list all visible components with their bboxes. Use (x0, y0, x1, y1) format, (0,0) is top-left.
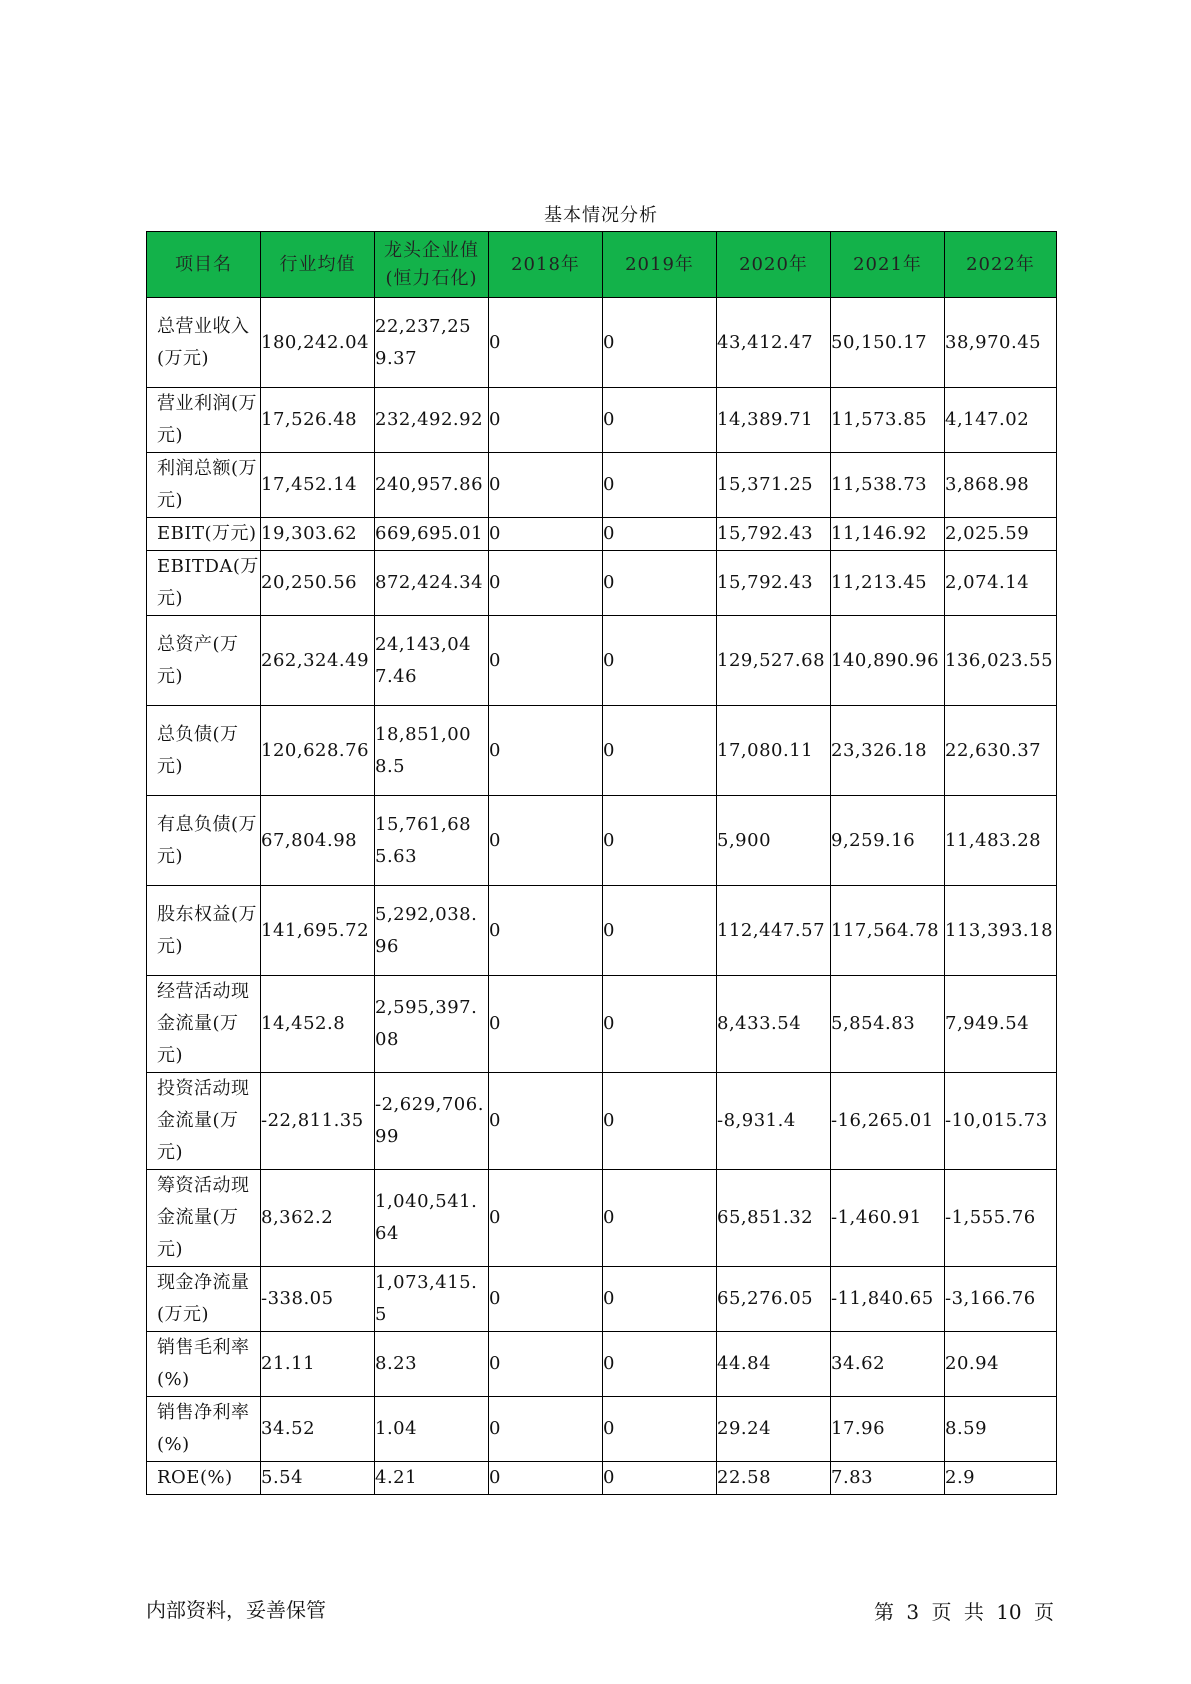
table-cell: 0 (489, 796, 603, 886)
table-cell: 11,146.92 (831, 518, 945, 551)
table-cell: 7.83 (831, 1462, 945, 1495)
row-label (147, 1332, 261, 1397)
table-cell: 5,900 (717, 796, 831, 886)
table-cell: 0 (489, 976, 603, 1073)
table-cell: 0 (489, 1332, 603, 1397)
table-cell: 0 (603, 551, 717, 616)
table-cell: 0 (603, 298, 717, 388)
table-row (147, 616, 1057, 706)
table-cell: 0 (603, 1397, 717, 1462)
table-cell: 22.58 (717, 1462, 831, 1495)
table-cell: 0 (489, 388, 603, 453)
row-label (147, 453, 261, 518)
table-cell: 9,259.16 (831, 796, 945, 886)
column-header: 2020年 (717, 232, 831, 298)
table-cell: 0 (603, 616, 717, 706)
table-cell: 24,143,047.46 (375, 616, 489, 706)
table-cell: 0 (489, 1462, 603, 1495)
table-cell: 0 (489, 886, 603, 976)
column-header: 龙头企业值(恒力石化) (375, 232, 489, 298)
table-cell: 17.96 (831, 1397, 945, 1462)
table-cell: 872,424.34 (375, 551, 489, 616)
confidential-note: 内部资料，妥善保管 (146, 1598, 326, 1622)
table-row (147, 1332, 1057, 1397)
row-label (147, 298, 261, 388)
table-row (147, 976, 1057, 1073)
table-row (147, 1267, 1057, 1332)
table-cell: 240,957.86 (375, 453, 489, 518)
header-row (147, 232, 1057, 298)
row-label-text: 总营业收入(万元) (157, 315, 250, 369)
row-label (147, 1170, 261, 1267)
table-cell: 0 (489, 298, 603, 388)
row-label (147, 1267, 261, 1332)
table-cell: 0 (489, 453, 603, 518)
table-cell: 5,292,038.96 (375, 886, 489, 976)
table-cell: 0 (603, 1073, 717, 1170)
table-cell: 15,792.43 (717, 518, 831, 551)
table-cell: -22,811.35 (261, 1073, 375, 1170)
page-prefix: 第 (874, 1600, 895, 1624)
table-cell: 20.94 (945, 1332, 1057, 1397)
row-label (147, 518, 261, 551)
table-cell: 65,276.05 (717, 1267, 831, 1332)
table-cell: -16,265.01 (831, 1073, 945, 1170)
table-row (147, 551, 1057, 616)
table-cell: 180,242.04 (261, 298, 375, 388)
page-indicator (874, 1596, 1054, 1625)
table-row (147, 706, 1057, 796)
table-cell: 21.11 (261, 1332, 375, 1397)
table-cell: 117,564.78 (831, 886, 945, 976)
table-cell: 232,492.92 (375, 388, 489, 453)
analysis-table (146, 231, 1057, 1495)
row-label (147, 616, 261, 706)
table-cell: 50,150.17 (831, 298, 945, 388)
table-title: 基本情况分析 (544, 205, 658, 226)
column-header: 2022年 (945, 232, 1057, 298)
table-cell: 17,452.14 (261, 453, 375, 518)
table-row (147, 1462, 1057, 1495)
table-cell: 2,025.59 (945, 518, 1057, 551)
page-total: 10 (996, 1600, 1022, 1624)
table-cell: 15,761,685.63 (375, 796, 489, 886)
row-label-text: 利润总额(万元) (157, 458, 258, 511)
table-row (147, 1073, 1057, 1170)
table-cell: 0 (603, 453, 717, 518)
table-cell: -1,460.91 (831, 1170, 945, 1267)
column-header: 2019年 (603, 232, 717, 298)
table-cell: 65,851.32 (717, 1170, 831, 1267)
row-label (147, 706, 261, 796)
column-header: 2021年 (831, 232, 945, 298)
table-cell: -11,840.65 (831, 1267, 945, 1332)
table-cell: 20,250.56 (261, 551, 375, 616)
row-label-text: 有息负债(万元) (157, 813, 258, 867)
table-cell: -8,931.4 (717, 1073, 831, 1170)
row-label-text: 总资产(万元) (157, 633, 239, 687)
table-cell: 11,573.85 (831, 388, 945, 453)
table-row (147, 518, 1057, 551)
table-cell: 11,538.73 (831, 453, 945, 518)
table-row (147, 796, 1057, 886)
table-cell: 43,412.47 (717, 298, 831, 388)
table-cell: 1,073,415.5 (375, 1267, 489, 1332)
table-cell: 3,868.98 (945, 453, 1057, 518)
table-cell: 0 (603, 388, 717, 453)
table-cell: 8.59 (945, 1397, 1057, 1462)
row-label (147, 886, 261, 976)
table-cell: 11,213.45 (831, 551, 945, 616)
row-label-text: 销售净利率(%) (157, 1402, 250, 1455)
table-cell: 2.9 (945, 1462, 1057, 1495)
table-cell: 0 (603, 1462, 717, 1495)
column-header: 行业均值 (261, 232, 375, 298)
table-cell: 0 (489, 1397, 603, 1462)
table-cell: 0 (603, 886, 717, 976)
table-cell: 14,389.71 (717, 388, 831, 453)
row-label-text: 现金净流量(万元) (157, 1272, 250, 1325)
table-cell: 44.84 (717, 1332, 831, 1397)
row-label-text: 销售毛利率(%) (157, 1337, 250, 1390)
table-cell: 1,040,541.64 (375, 1170, 489, 1267)
table-cell: -338.05 (261, 1267, 375, 1332)
table-cell: 2,074.14 (945, 551, 1057, 616)
row-label-text: 总负债(万元) (157, 723, 239, 777)
table-cell: 5.54 (261, 1462, 375, 1495)
table-cell: 34.52 (261, 1397, 375, 1462)
row-label (147, 1397, 261, 1462)
row-label-text: ROE(%) (157, 1467, 233, 1488)
table-cell: 129,527.68 (717, 616, 831, 706)
table-cell: 18,851,008.5 (375, 706, 489, 796)
table-row (147, 886, 1057, 976)
table-cell: 0 (489, 1170, 603, 1267)
table-cell: 17,080.11 (717, 706, 831, 796)
table-cell: 113,393.18 (945, 886, 1057, 976)
table-row (147, 453, 1057, 518)
table-cell: 17,526.48 (261, 388, 375, 453)
table-row (147, 1170, 1057, 1267)
table-cell: 23,326.18 (831, 706, 945, 796)
table-cell: 15,792.43 (717, 551, 831, 616)
table-cell: -2,629,706.99 (375, 1073, 489, 1170)
table-cell: -3,166.76 (945, 1267, 1057, 1332)
table-cell: 0 (489, 706, 603, 796)
table-cell: 140,890.96 (831, 616, 945, 706)
table-cell: 0 (489, 1073, 603, 1170)
row-label-text: 股东权益(万元) (157, 903, 258, 957)
table-cell: 0 (603, 796, 717, 886)
column-header: 项目名 (147, 232, 261, 298)
table-cell: 0 (603, 706, 717, 796)
table-cell: 0 (603, 1267, 717, 1332)
table-cell: 4.21 (375, 1462, 489, 1495)
table-cell: 0 (603, 1332, 717, 1397)
table-cell: 0 (603, 976, 717, 1073)
table-cell: 0 (489, 551, 603, 616)
table-cell: 15,371.25 (717, 453, 831, 518)
column-header: 2018年 (489, 232, 603, 298)
table-cell: 29.24 (717, 1397, 831, 1462)
table-cell: -10,015.73 (945, 1073, 1057, 1170)
table-cell: 8.23 (375, 1332, 489, 1397)
table-cell: 0 (489, 518, 603, 551)
table-cell: 1.04 (375, 1397, 489, 1462)
table-cell: 7,949.54 (945, 976, 1057, 1073)
table-cell: 22,630.37 (945, 706, 1057, 796)
table-cell: 2,595,397.08 (375, 976, 489, 1073)
table-cell: 120,628.76 (261, 706, 375, 796)
table-cell: 4,147.02 (945, 388, 1057, 453)
table-cell: 22,237,259.37 (375, 298, 489, 388)
table-cell: 14,452.8 (261, 976, 375, 1073)
table-cell: 112,447.57 (717, 886, 831, 976)
table-cell: 141,695.72 (261, 886, 375, 976)
table-cell: 0 (603, 518, 717, 551)
table-cell: 0 (489, 1267, 603, 1332)
table-cell: 8,362.2 (261, 1170, 375, 1267)
table-cell: 262,324.49 (261, 616, 375, 706)
row-label-text: EBIT(万元) (157, 523, 257, 544)
table-cell: 5,854.83 (831, 976, 945, 1073)
row-label-text: 筹资活动现金流量(万元) (157, 1175, 250, 1260)
row-label (147, 388, 261, 453)
table-cell: 8,433.54 (717, 976, 831, 1073)
table-row (147, 388, 1057, 453)
page-mid: 页 共 (931, 1600, 984, 1624)
row-label (147, 551, 261, 616)
table-row (147, 298, 1057, 388)
row-label-text: EBITDA(万元) (157, 556, 259, 609)
row-label (147, 796, 261, 886)
table-cell: 34.62 (831, 1332, 945, 1397)
table-row (147, 1397, 1057, 1462)
row-label (147, 1073, 261, 1170)
table-cell: 11,483.28 (945, 796, 1057, 886)
table-cell: 136,023.55 (945, 616, 1057, 706)
table-cell: 67,804.98 (261, 796, 375, 886)
page-suffix: 页 (1034, 1600, 1054, 1624)
row-label (147, 976, 261, 1073)
table-cell: 669,695.01 (375, 518, 489, 551)
row-label (147, 1462, 261, 1495)
row-label-text: 营业利润(万元) (157, 393, 258, 446)
table-cell: 38,970.45 (945, 298, 1057, 388)
row-label-text: 经营活动现金流量(万元) (157, 981, 250, 1066)
table-cell: 0 (489, 616, 603, 706)
table-body (147, 298, 1057, 1495)
table-cell: -1,555.76 (945, 1170, 1057, 1267)
table-cell: 19,303.62 (261, 518, 375, 551)
table-cell: 0 (603, 1170, 717, 1267)
row-label-text: 投资活动现金流量(万元) (157, 1078, 250, 1163)
page-number: 3 (906, 1600, 920, 1624)
